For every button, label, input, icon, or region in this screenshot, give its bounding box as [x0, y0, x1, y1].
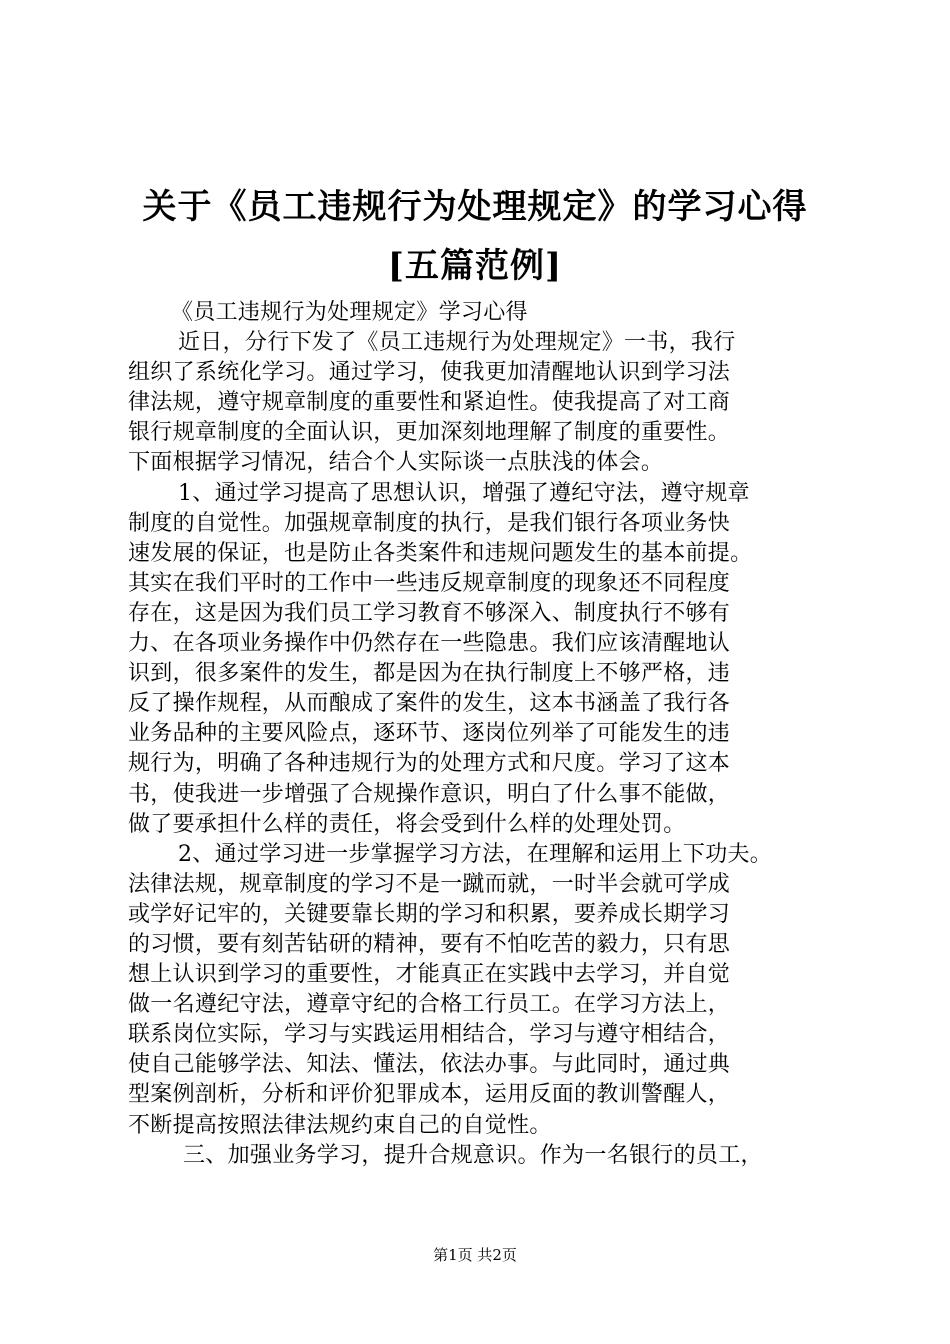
body-line: 近日，分行下发了《员工违规行为处理规定》一书，我行: [178, 330, 736, 356]
body-line: 律法规，遵守规章制度的重要性和紧迫性。使我提高了对工商: [128, 390, 731, 416]
body-line: 三、加强业务学习，提升合规意识。作为一名银行的员工，: [183, 1142, 763, 1168]
body-line: 书，使我进一步增强了合规操作意识，明白了什么事不能做，: [128, 781, 731, 807]
body-line: 识到，很多案件的发生，都是因为在执行制度上不够严格，违: [128, 661, 731, 687]
body-line: 或学好记牢的，关键要靠长期的学习和积累，要养成长期学习: [128, 901, 731, 927]
body-line: 存在，这是因为我们员工学习教育不够深入、制度执行不够有: [128, 600, 731, 626]
body-line: 规行为，明确了各种违规行为的处理方式和尺度。学习了这本: [128, 751, 731, 777]
subtitle-line: 《员工违规行为处理规定》学习心得: [171, 300, 528, 325]
body-line: 做了要承担什么样的责任，将会受到什么样的处理处罚。: [128, 811, 686, 837]
body-line: 组织了系统化学习。通过学习，使我更加清醒地认识到学习法: [128, 360, 731, 386]
body-line: 银行规章制度的全面认识，更加深刻地理解了制度的重要性。: [128, 420, 731, 446]
body-line: 力、在各项业务操作中仍然存在一些隐患。我们应该清醒地认: [128, 631, 731, 657]
document-body: [128, 298, 828, 1171]
body-line: 的习惯，要有刻苦钻研的精神，要有不怕吃苦的毅力，只有思: [128, 931, 731, 957]
body-line: 1、通过学习提高了思想认识，增强了遵纪守法，遵守规章: [178, 480, 750, 506]
body-line: 不断提高按照法律法规约束自己的自觉性。: [128, 1112, 552, 1138]
body-line: 制度的自觉性。加强规章制度的执行，是我们银行各项业务快: [128, 510, 731, 536]
body-line: 想上认识到学习的重要性，才能真正在实践中去学习，并自觉: [128, 962, 731, 988]
body-line: 反了操作规程，从而酿成了案件的发生，这本书涵盖了我行各: [128, 691, 731, 717]
body-line: 业务品种的主要风险点，逐环节、逐岗位列举了可能发生的违: [128, 721, 731, 747]
body-line: 其实在我们平时的工作中一些违反规章制度的现象还不同程度: [128, 570, 731, 596]
body-line: 2、通过学习进一步掌握学习方法，在理解和运用上下功夫。: [178, 841, 773, 867]
body-line: 下面根据学习情况，结合个人实际谈一点肤浅的体会。: [128, 450, 664, 476]
document-title-line-1: 关于《员工违规行为处理规定》的学习心得: [142, 187, 808, 227]
page-footer: 第1页 共2页: [433, 1246, 517, 1264]
body-line: 型案例剖析，分析和评价犯罪成本，运用反面的教训警醒人，: [128, 1082, 731, 1108]
document-title-line-2: [五篇范例]: [387, 246, 563, 286]
body-line: 联系岗位实际，学习与实践运用相结合，学习与遵守相结合，: [128, 1022, 731, 1048]
body-line: 法律法规，规章制度的学习不是一蹴而就，一时半会就可学成: [128, 871, 731, 897]
body-line: 使自己能够学法、知法、懂法，依法办事。与此同时，通过典: [128, 1052, 731, 1078]
body-line: 速发展的保证，也是防止各类案件和违规问题发生的基本前提。: [128, 540, 753, 566]
body-line: 做一名遵纪守法，遵章守纪的合格工行员工。在学习方法上，: [128, 992, 731, 1018]
